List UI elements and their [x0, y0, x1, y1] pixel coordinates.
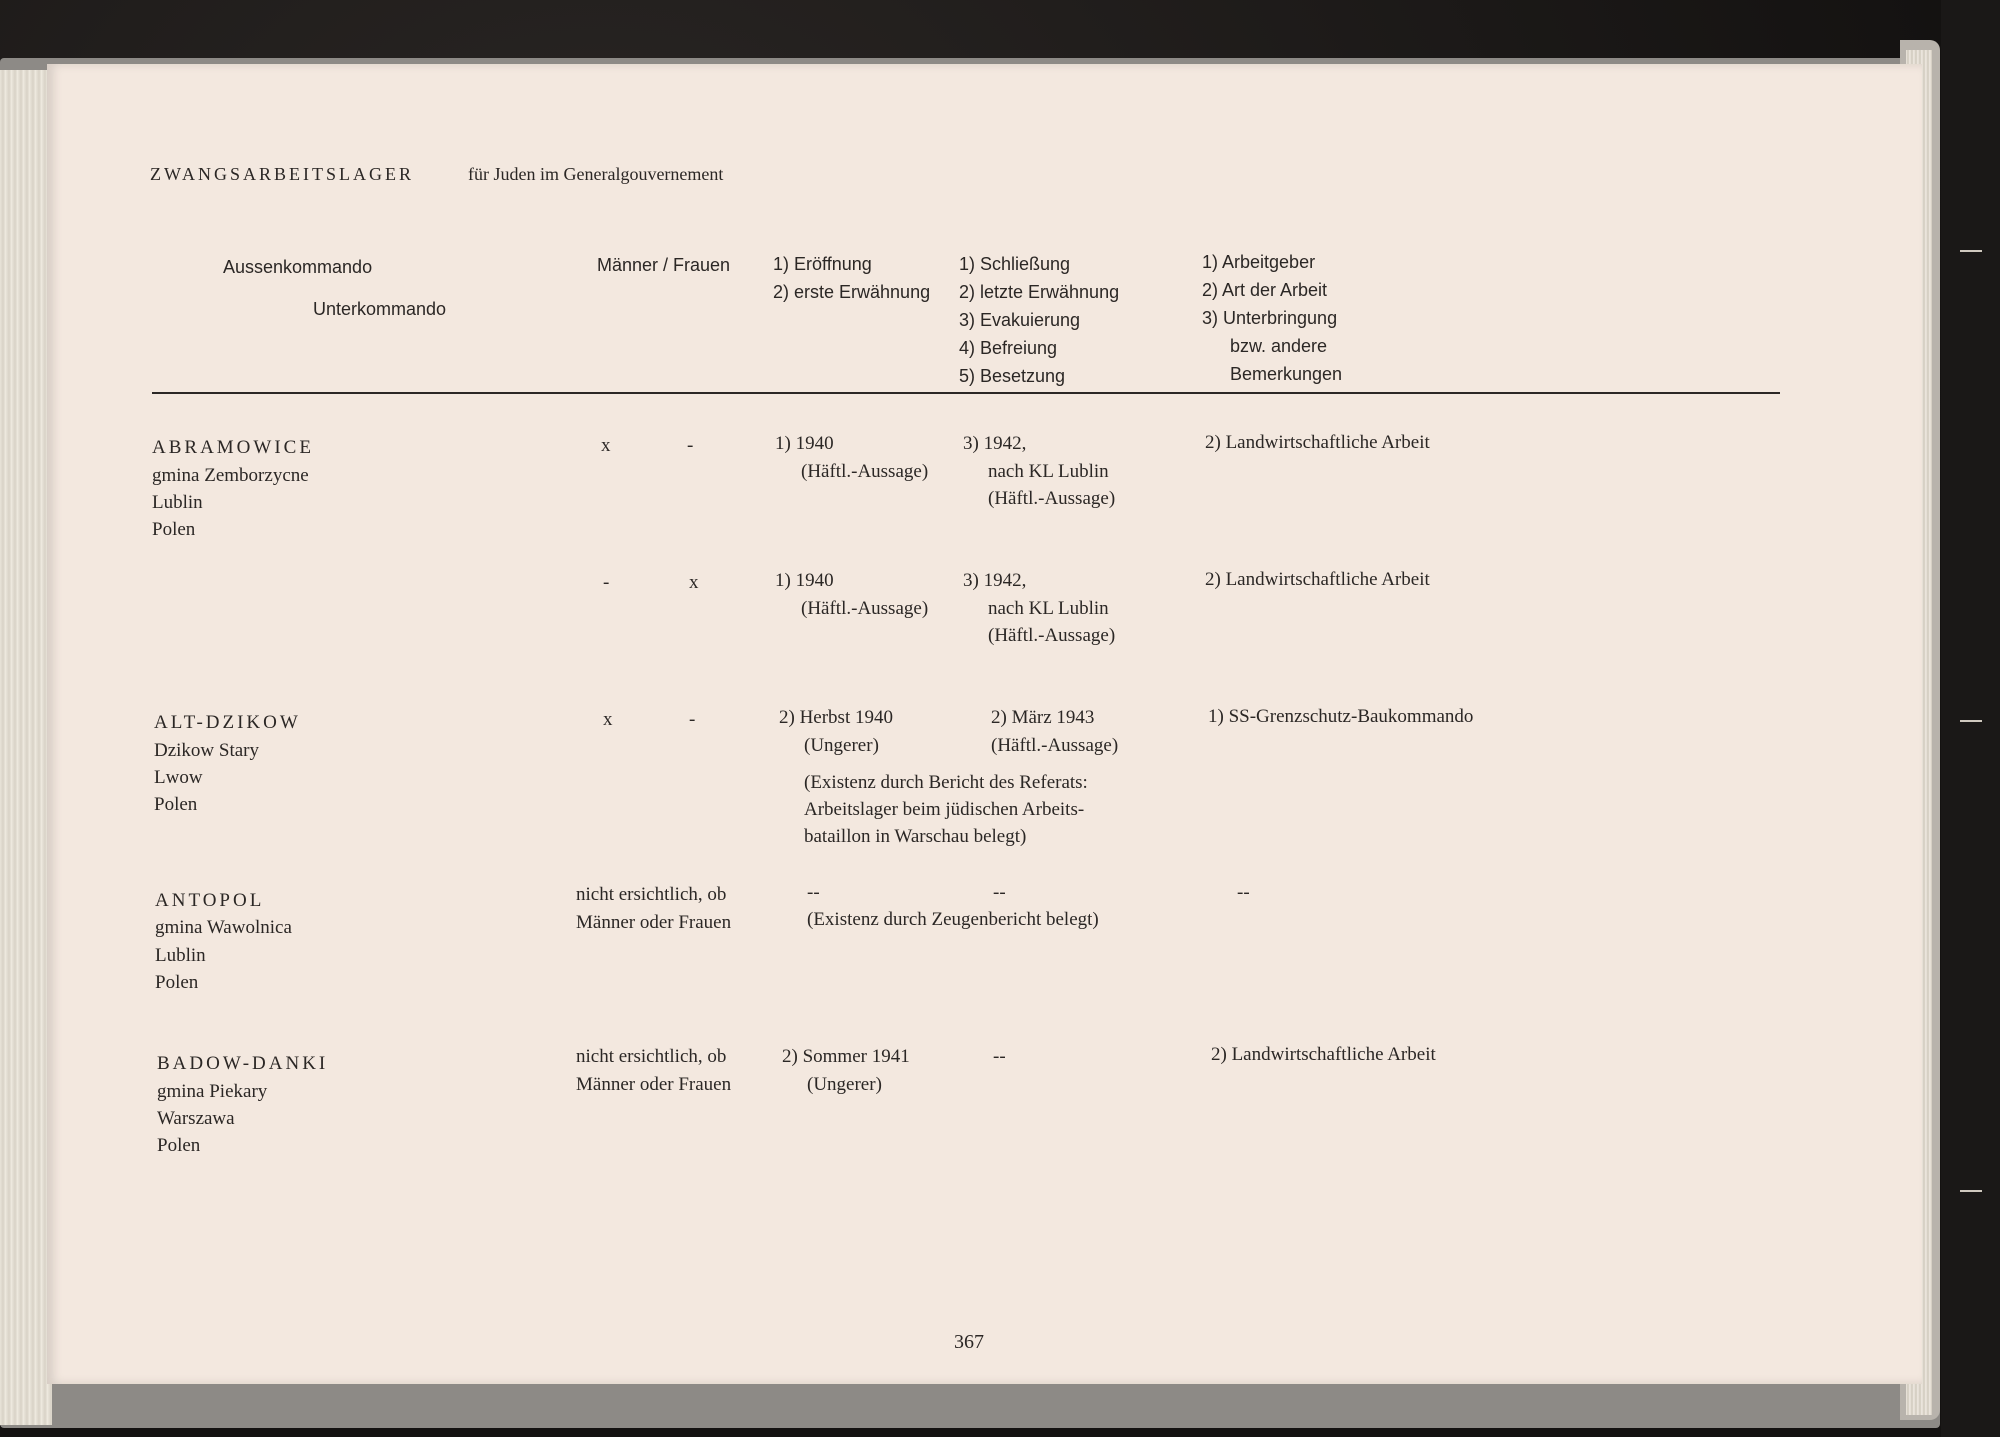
ruler-tick	[1960, 720, 1982, 722]
closing-date: --	[993, 882, 1006, 903]
header-besetzung: 5) Besetzung	[959, 366, 1066, 386]
closing-date: --	[993, 1046, 1006, 1067]
camp-location: Dzikow Stary	[154, 740, 260, 761]
closing-source: (Häftl.-Aussage)	[991, 735, 1119, 756]
header-bemerkungen: Bemerkungen	[1230, 364, 1343, 384]
camp-location: Polen	[157, 1135, 201, 1156]
page-edges-left	[0, 70, 52, 1425]
camp-location: Lublin	[155, 945, 206, 966]
camp-location: Polen	[155, 972, 199, 993]
gender-note: nicht ersichtlich, ob	[576, 884, 727, 905]
existence-note: (Existenz durch Bericht des Referats:	[804, 772, 1088, 793]
camp-name: BADOW-DANKI	[157, 1053, 329, 1074]
closing-detail: nach KL Lublin	[988, 461, 1109, 482]
header-aussenkommando: Aussenkommando	[223, 257, 373, 277]
camp-location: Warszawa	[157, 1108, 235, 1129]
closing-date: 3) 1942,	[963, 433, 1027, 454]
men-marker: x	[601, 435, 611, 456]
opening-source: (Ungerer)	[804, 735, 879, 756]
camp-location: Lublin	[152, 492, 203, 513]
camp-location: Lwow	[154, 767, 203, 788]
header-arbeitgeber: 1) Arbeitgeber	[1202, 252, 1316, 272]
opening-source: (Häftl.-Aussage)	[801, 598, 929, 619]
men-marker: -	[603, 572, 610, 593]
remarks: 2) Landwirtschaftliche Arbeit	[1205, 432, 1430, 453]
ruler-tick	[1960, 1190, 1982, 1192]
remarks: 1) SS-Grenzschutz-Baukommando	[1208, 706, 1474, 727]
gender-note: nicht ersichtlich, ob	[576, 1046, 727, 1067]
opening-source: (Ungerer)	[807, 1074, 882, 1095]
camp-name: ANTOPOL	[155, 890, 265, 911]
document-page	[47, 64, 1922, 1384]
opening-source: (Häftl.-Aussage)	[801, 461, 929, 482]
remarks: --	[1237, 882, 1250, 903]
camp-location: Polen	[154, 794, 198, 815]
page-number: 367	[954, 1331, 984, 1353]
header-schliessung: 1) Schließung	[959, 254, 1071, 274]
camp-location: gmina Piekary	[157, 1081, 268, 1102]
header-art-der-arbeit: 2) Art der Arbeit	[1202, 280, 1328, 300]
closing-detail: nach KL Lublin	[988, 598, 1109, 619]
existence-note: (Existenz durch Zeugenbericht belegt)	[807, 909, 1099, 930]
camp-name: ALT-DZIKOW	[154, 712, 301, 733]
opening-date: --	[807, 882, 820, 903]
women-marker: -	[687, 435, 694, 456]
closing-source: (Häftl.-Aussage)	[988, 488, 1116, 509]
opening-date: 2) Sommer 1941	[782, 1046, 910, 1067]
header-maenner-frauen: Männer / Frauen	[597, 255, 731, 275]
header-unterbringung: 3) Unterbringung	[1202, 308, 1338, 328]
header-unterkommando: Unterkommando	[313, 299, 447, 319]
existence-note: Arbeitslager beim jüdischen Arbeits-	[804, 799, 1085, 820]
camp-location: Polen	[152, 519, 196, 540]
women-marker: -	[689, 709, 696, 730]
closing-source: (Häftl.-Aussage)	[988, 625, 1116, 646]
gender-note: Männer oder Frauen	[576, 912, 732, 933]
camp-location: gmina Zemborzycne	[152, 465, 309, 486]
header-erste-erwaehnung: 2) erste Erwähnung	[773, 282, 931, 302]
header-eroeffnung: 1) Eröffnung	[773, 254, 872, 274]
camp-name: ABRAMOWICE	[152, 437, 314, 458]
remarks: 2) Landwirtschaftliche Arbeit	[1205, 569, 1430, 590]
header-bzw-andere: bzw. andere	[1230, 336, 1328, 356]
header-letzte-erwaehnung: 2) letzte Erwähnung	[959, 282, 1120, 302]
header-evakuierung: 3) Evakuierung	[959, 310, 1081, 330]
women-marker: x	[689, 572, 699, 593]
remarks: 2) Landwirtschaftliche Arbeit	[1211, 1044, 1436, 1065]
ruler-tick	[1960, 250, 1982, 252]
opening-date: 1) 1940	[775, 433, 834, 454]
page-subtitle: für Juden im Generalgouvernement	[468, 164, 724, 184]
closing-date: 3) 1942,	[963, 570, 1027, 591]
header-rule	[152, 392, 1780, 394]
camp-location: gmina Wawolnica	[155, 917, 292, 938]
men-marker: x	[603, 709, 613, 730]
opening-date: 2) Herbst 1940	[779, 707, 893, 728]
existence-note: bataillon in Warschau belegt)	[804, 826, 1027, 847]
header-befreiung: 4) Befreiung	[959, 338, 1058, 358]
gender-note: Männer oder Frauen	[576, 1074, 732, 1095]
page-title: ZWANGSARBEITSLAGER	[150, 164, 414, 184]
scale-ruler	[1941, 0, 2000, 1437]
opening-date: 1) 1940	[775, 570, 834, 591]
closing-date: 2) März 1943	[991, 707, 1095, 728]
